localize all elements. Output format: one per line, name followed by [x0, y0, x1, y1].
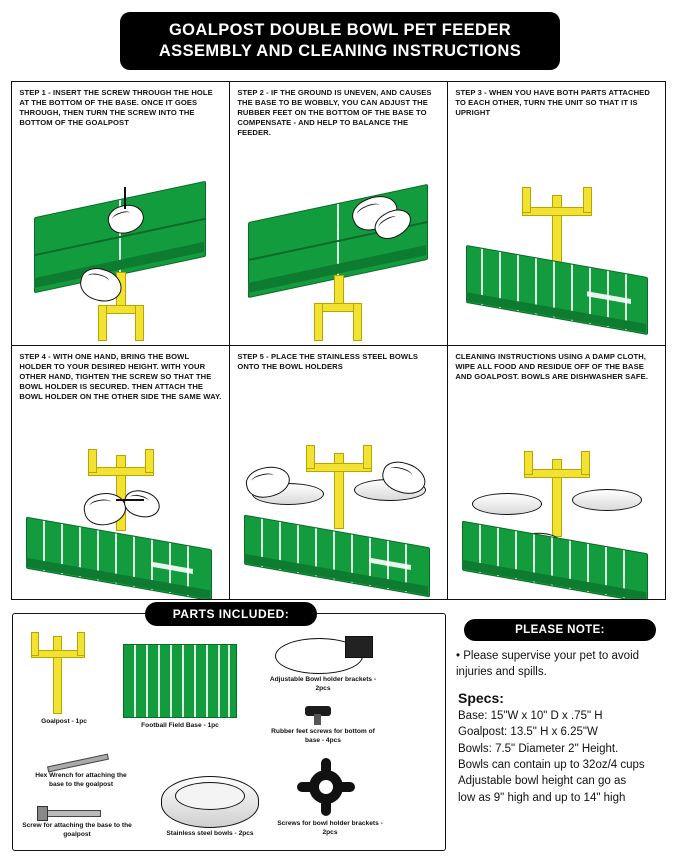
step-2-illustration [230, 177, 447, 345]
step-panel-5 [229, 345, 448, 600]
parts-included-heading: PARTS INCLUDED: [145, 602, 317, 626]
part-hex-wrench-caption: Hex Wrench for attaching the base to the goalpost [35, 772, 127, 788]
please-note-body [456, 649, 666, 806]
step-2-text: STEP 2 - IF THE GROUND IS UNEVEN, AND CAUSES THE BASE TO BE WOBBLY, YOU CAN ADJUST THE RUBBER FEET ON THE BOTTOM OF THE BASE TO COMPENSATE - AND HELP TO BALANCE THE FEEDER. [237, 88, 432, 138]
part-field-base-caption: Football Field Base - 1pc [141, 722, 219, 729]
spec-capacity: Bowls can contain up to 32oz/4 cups [458, 759, 645, 772]
spec-height-2: low as 9" high and up to 14" high [458, 791, 626, 804]
specs-heading: Specs: [458, 690, 504, 707]
step-4-text: STEP 4 - WITH ONE HAND, BRING THE BOWL HOLDER TO YOUR DESIRED HEIGHT. WITH YOUR OTHER HAND, TIGHTEN THE SCREW SO THAT THE BOWL HOLDER IS SECURED. THEN ATTACH THE BOWL HOLDER ON THE OTHER SIDE THE SAME WAY. [19, 352, 222, 402]
step-5-text: STEP 5 - PLACE THE STAINLESS STEEL BOWLS ONTO THE BOWL HOLDERS [237, 352, 419, 372]
parts-included-panel [12, 607, 446, 851]
title-line-1: GOALPOST DOUBLE BOWL PET FEEDER [168, 21, 512, 40]
step-1-text: STEP 1 - INSERT THE SCREW THROUGH THE HOLE AT THE BOTTOM OF THE BASE. ONCE IT GOES THROUGH, THEN TURN THE SCREW INTO THE BOTTOM OF THE GOALPOST [19, 88, 213, 128]
title-line-2: ASSEMBLY AND CLEANING INSTRUCTIONS [158, 42, 522, 60]
please-note-panel [452, 613, 667, 849]
spec-height-1: Adjustable bowl height can go as [458, 775, 627, 788]
supervise-bullet: • Please supervise your pet to avoid injuries and spills. [456, 650, 640, 678]
part-bracket-caption: Adjustable Bowl holder brackets - 2pcs [269, 676, 377, 692]
part-screw-caption: Screw for attaching the base to the goalpost [22, 822, 132, 838]
step-panel-cleaning [447, 345, 666, 600]
step-1-illustration [12, 177, 229, 345]
page-title [120, 12, 560, 70]
spec-goalpost: Goalpost: 13.5" H x 6.25"W [458, 726, 598, 739]
spec-base: Base: 15"W x 10" D x .75" H [458, 710, 603, 723]
step-3-text: STEP 3 - WHEN YOU HAVE BOTH PARTS ATTACHED TO EACH OTHER, TURN THE UNIT SO THAT IT IS UPRIGHT [455, 88, 650, 118]
step-panel-4 [11, 345, 230, 600]
step-5-illustration [230, 439, 447, 599]
steps-grid [12, 82, 667, 600]
step-3-illustration [448, 177, 665, 345]
part-rubber-feet-caption: Rubber feet screws for bottom of base - 4pcs [271, 728, 375, 744]
part-bracket-screws-caption: Screws for bowl holder brackets - 2pcs [277, 820, 383, 836]
step-panel-2 [229, 81, 448, 346]
part-goalpost-caption: Goalpost - 1pc [41, 718, 87, 725]
part-bowls-caption: Stainless steel bowls - 2pcs [166, 830, 254, 837]
please-note-heading: PLEASE NOTE: [464, 619, 656, 641]
cleaning-illustration [448, 449, 665, 599]
step-4-illustration [12, 449, 229, 599]
step-panel-1 [11, 81, 230, 346]
spec-bowls: Bowls: 7.5" Diameter 2" Height. [458, 742, 619, 755]
cleaning-text: CLEANING INSTRUCTIONS USING A DAMP CLOTH, WIPE ALL FOOD AND RESIDUE OFF OF THE BASE AND GOALPOST. BOWLS ARE DISHWASHER SAFE. [455, 352, 649, 382]
step-panel-3 [447, 81, 666, 346]
